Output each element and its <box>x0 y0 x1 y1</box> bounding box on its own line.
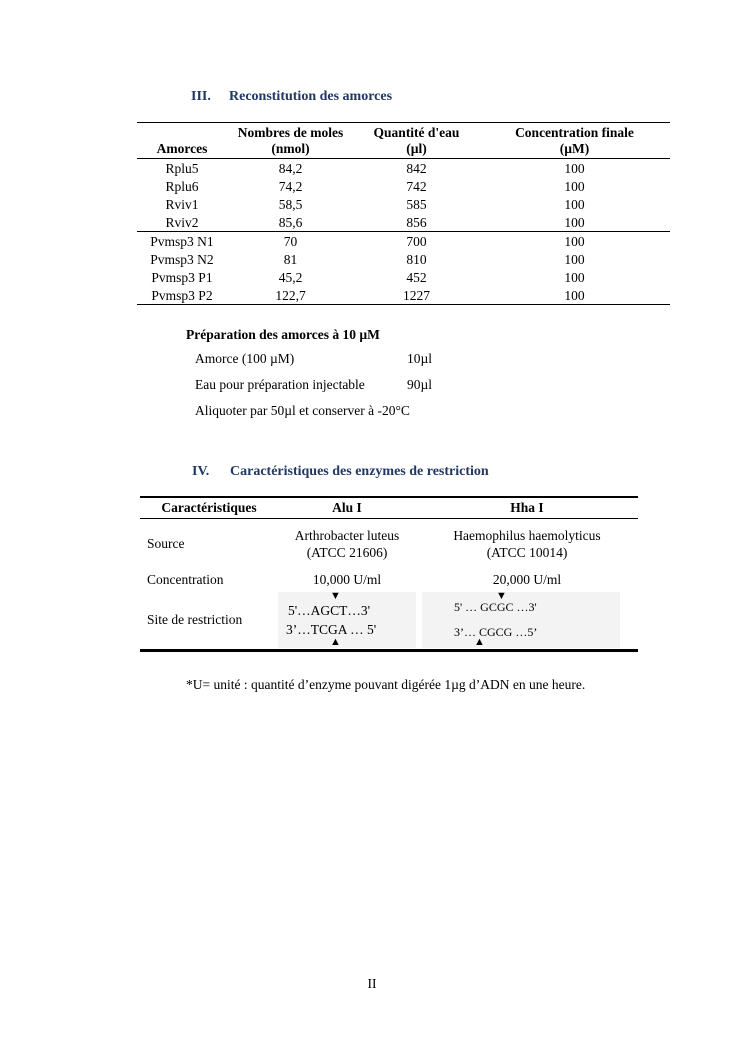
source-label: Source <box>147 536 185 552</box>
footnote: *U= unité : quantité d’enzyme pouvant digérée 1µg d’ADN en une heure. <box>186 677 586 692</box>
site-alu-top: 5'…AGCT…3' <box>288 602 371 618</box>
cell-moles: 74,2 <box>278 178 303 194</box>
primers-table-header <box>137 123 670 159</box>
header-eau: Quantité d'eau (µl) <box>373 125 460 156</box>
site-alu-bottom: 3’…TCGA … 5' <box>286 621 377 637</box>
cut-arrow-down-icon: ▼ <box>330 589 341 602</box>
cell-amorce: Rviv1 <box>165 196 199 212</box>
cell-conc: 100 <box>564 251 585 267</box>
table-row <box>137 250 670 268</box>
table-row <box>140 519 638 569</box>
section3-title-text: Reconstitution des amorces <box>229 89 393 104</box>
cell-eau: 742 <box>406 178 427 194</box>
preparation-title: Préparation des amorces à 10 µM <box>186 327 380 342</box>
cell-eau: 1227 <box>403 287 430 303</box>
cell-conc: 100 <box>564 196 585 212</box>
concentration-alu: 10,000 U/ml <box>312 572 382 587</box>
table-row <box>137 268 670 286</box>
header-amorces: Amorces <box>156 141 208 156</box>
section3-number: III. <box>191 89 211 104</box>
cell-moles: 122,7 <box>275 287 306 303</box>
site-label: Site de restriction <box>147 612 243 628</box>
cell-conc: 100 <box>564 269 585 285</box>
cell-moles: 58,5 <box>278 196 303 212</box>
table-row <box>140 569 638 591</box>
concentration-label: Concentration <box>147 572 224 587</box>
cell-amorce: Rplu5 <box>165 160 199 176</box>
header-concentration: Concentration finale (µM) <box>515 125 634 156</box>
cell-amorce: Pvmsp3 N2 <box>150 251 214 267</box>
section4-number: IV. <box>192 464 210 479</box>
enzymes-table-header <box>140 497 638 519</box>
cell-eau: 842 <box>406 160 427 176</box>
table-row <box>137 159 670 178</box>
section4-title <box>192 464 489 480</box>
header-carac: Caractéristiques <box>161 500 257 515</box>
site-hha-top: 5' … GCGC …3' <box>454 599 537 614</box>
cut-arrow-down-icon: ▼ <box>496 589 507 602</box>
cut-arrow-up-icon: ▲ <box>474 635 485 648</box>
cell-amorce: Pvmsp3 N1 <box>150 233 214 249</box>
cell-moles: 81 <box>283 251 298 267</box>
cell-amorce: Rviv2 <box>165 214 199 230</box>
cell-conc: 100 <box>564 160 585 176</box>
section4-title-text: Caractéristiques des enzymes de restriction <box>230 464 489 479</box>
preparation-item: Eau pour préparation injectable 90µl <box>195 377 433 392</box>
concentration-hha: 20,000 U/ml <box>492 572 562 587</box>
cell-amorce: Pvmsp3 P1 <box>151 269 213 285</box>
cell-eau: 700 <box>406 233 427 249</box>
page-number: II <box>367 976 377 991</box>
cell-eau: 856 <box>406 214 427 230</box>
header-hha: Hha I <box>510 500 544 515</box>
cell-conc: 100 <box>564 214 585 230</box>
preparation-block <box>186 327 433 427</box>
enzymes-table <box>140 496 638 652</box>
cell-amorce: Pvmsp3 P2 <box>151 287 213 303</box>
cell-moles: 45,2 <box>278 269 303 285</box>
cell-eau: 452 <box>406 269 427 285</box>
site-alu <box>278 591 416 651</box>
primers-table <box>137 122 670 305</box>
cell-conc: 100 <box>564 287 585 303</box>
site-hha-bottom: 3’… CGCG …5’ <box>454 624 538 639</box>
cut-arrow-up-icon: ▲ <box>330 635 341 648</box>
source-alu: Arthrobacter luteus (ATCC 21606) <box>294 527 400 560</box>
cell-eau: 585 <box>406 196 427 212</box>
table-row <box>137 286 670 305</box>
source-hha: Haemophilus haemolyticus (ATCC 10014) <box>453 527 601 560</box>
table-row <box>137 177 670 195</box>
section3-title <box>191 89 392 105</box>
cell-moles: 84,2 <box>278 160 303 176</box>
preparation-item: Amorce (100 µM) 10µl <box>195 351 433 366</box>
cell-conc: 100 <box>564 233 585 249</box>
cell-conc: 100 <box>564 178 585 194</box>
cell-moles: 70 <box>283 233 298 249</box>
cell-amorce: Rplu6 <box>165 178 199 194</box>
table-row <box>137 232 670 251</box>
preparation-item: Aliquoter par 50µl et conserver à -20°C <box>195 403 410 418</box>
header-alu: Alu I <box>332 500 362 515</box>
cell-moles: 85,6 <box>278 214 303 230</box>
cell-eau: 810 <box>406 251 427 267</box>
table-row <box>140 591 638 651</box>
header-moles: Nombres de moles (nmol) <box>237 125 344 156</box>
table-row <box>137 195 670 213</box>
site-hha <box>416 591 638 651</box>
table-row <box>137 213 670 232</box>
